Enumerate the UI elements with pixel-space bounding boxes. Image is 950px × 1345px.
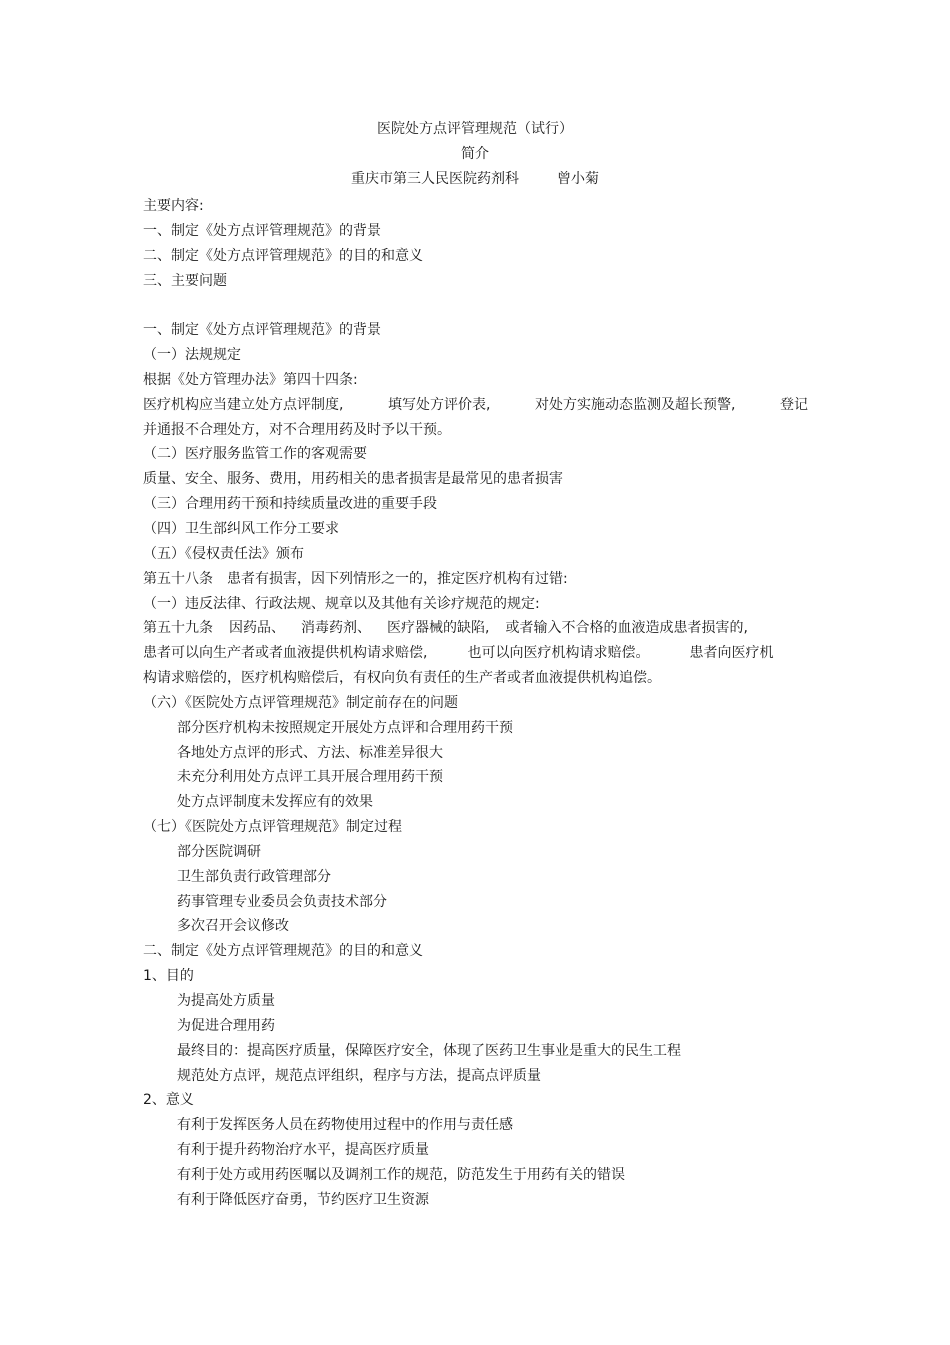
text-run: 填写处方评价表, — [388, 396, 491, 413]
paragraph: （一）违反法律、行政法规、规章以及其他有关诊疗规范的规定: — [143, 595, 540, 612]
contents-item: 二、制定《处方点评管理规范》的目的和意义 — [143, 247, 423, 264]
section-heading: 二、制定《处方点评管理规范》的目的和意义 — [143, 943, 423, 960]
text-run: 也可以向医疗机构请求赔偿。 — [467, 645, 650, 662]
blank-line — [143, 293, 808, 318]
section-heading: 一、制定《处方点评管理规范》的背景 — [143, 322, 381, 339]
list-item: 有利于提升药物治疗水平，提高医疗质量 — [177, 1142, 429, 1159]
list-item: 有利于处方或用药医嘱以及调剂工作的规范，防范发生于用药有关的错误 — [177, 1166, 625, 1183]
text-run: 医疗机构应当建立处方点评制度, — [143, 396, 344, 413]
paragraph — [143, 616, 808, 641]
list-item: 各地处方点评的形式、方法、标准差异很大 — [177, 744, 443, 761]
list-item: 为提高处方质量 — [177, 993, 275, 1009]
document-title: 医院处方点评管理规范（试行） — [377, 121, 573, 137]
paragraph — [143, 641, 808, 666]
list-item: 有利于降低医疗奋勇，节约医疗卫生资源 — [177, 1191, 429, 1208]
text-run: 第五十九条 — [143, 620, 213, 637]
affiliation: 重庆市第三人民医院药剂科 — [351, 171, 519, 187]
list-item: 未充分利用处方点评工具开展合理用药干预 — [177, 769, 443, 786]
list-item: 规范处方点评，规范点评组织，程序与方法，提高点评质量 — [177, 1067, 541, 1084]
text-run: 因药品、 — [229, 620, 285, 637]
document-body — [143, 194, 808, 1213]
list-item: 有利于发挥医务人员在药物使用过程中的作用与责任感 — [177, 1117, 513, 1134]
contents-item: 三、主要问题 — [143, 272, 227, 289]
subsection-heading: （六）《医院处方点评管理规范》制定前存在的问题 — [143, 694, 458, 711]
paragraph: 第五十八条 患者有损害，因下列情形之一的，推定医疗机构有过错: — [143, 570, 568, 587]
paragraph: 根据《处方管理办法》第四十四条: — [143, 371, 358, 388]
subsection-heading: 1、目的 — [143, 968, 194, 985]
text-run: 患者可以向生产者或者血液提供机构请求赔偿, — [143, 645, 428, 662]
contents-item: 一、制定《处方点评管理规范》的背景 — [143, 222, 381, 239]
list-item: 最终目的：提高医疗质量，保障医疗安全，体现了医药卫生事业是重大的民生工程 — [177, 1042, 681, 1059]
paragraph: 并通报不合理处方，对不合理用药及时予以干预。 — [143, 421, 451, 438]
subsection-heading: （三）合理用药干预和持续质量改进的重要手段 — [143, 496, 437, 513]
text-run: 医疗器械的缺陷, — [387, 620, 490, 637]
list-item: 处方点评制度未发挥应有的效果 — [177, 794, 373, 811]
paragraph: 质量、安全、服务、费用，用药相关的患者损害是最常见的患者损害 — [143, 471, 563, 488]
author-name: 曾小菊 — [557, 171, 599, 187]
document-subtitle: 简介 — [461, 146, 489, 162]
subsection-heading: （二）医疗服务监管工作的客观需要 — [143, 446, 367, 463]
subsection-heading: （一）法规规定 — [143, 347, 241, 364]
list-item: 药事管理专业委员会负责技术部分 — [177, 893, 387, 910]
subsection-heading: 2、意义 — [143, 1092, 194, 1109]
subsection-heading: （四）卫生部纠风工作分工要求 — [143, 520, 339, 537]
list-item: 卫生部负责行政管理部分 — [177, 868, 331, 885]
list-item: 多次召开会议修改 — [177, 918, 289, 935]
subsection-heading: （七）《医院处方点评管理规范》制定过程 — [143, 819, 402, 836]
text-run: 患者向医疗机 — [689, 645, 774, 662]
contents-heading: 主要内容: — [143, 198, 204, 214]
paragraph — [143, 393, 808, 418]
subsection-heading: （五）《侵权责任法》颁布 — [143, 545, 304, 562]
list-item: 为促进合理用药 — [177, 1017, 275, 1034]
paragraph: 构请求赔偿的，医疗机构赔偿后，有权向负有责任的生产者或者血液提供机构追偿。 — [143, 670, 661, 687]
text-run: 消毒药剂、 — [301, 620, 371, 637]
list-item: 部分医院调研 — [177, 843, 261, 860]
list-item: 部分医疗机构未按照规定开展处方点评和合理用药干预 — [177, 719, 513, 736]
author-line — [0, 169, 950, 189]
text-run: 或者输入不合格的血液造成患者损害的, — [505, 620, 748, 637]
text-run: 对处方实施动态监测及超长预警, — [535, 396, 736, 413]
text-run: 登记 — [780, 396, 808, 413]
